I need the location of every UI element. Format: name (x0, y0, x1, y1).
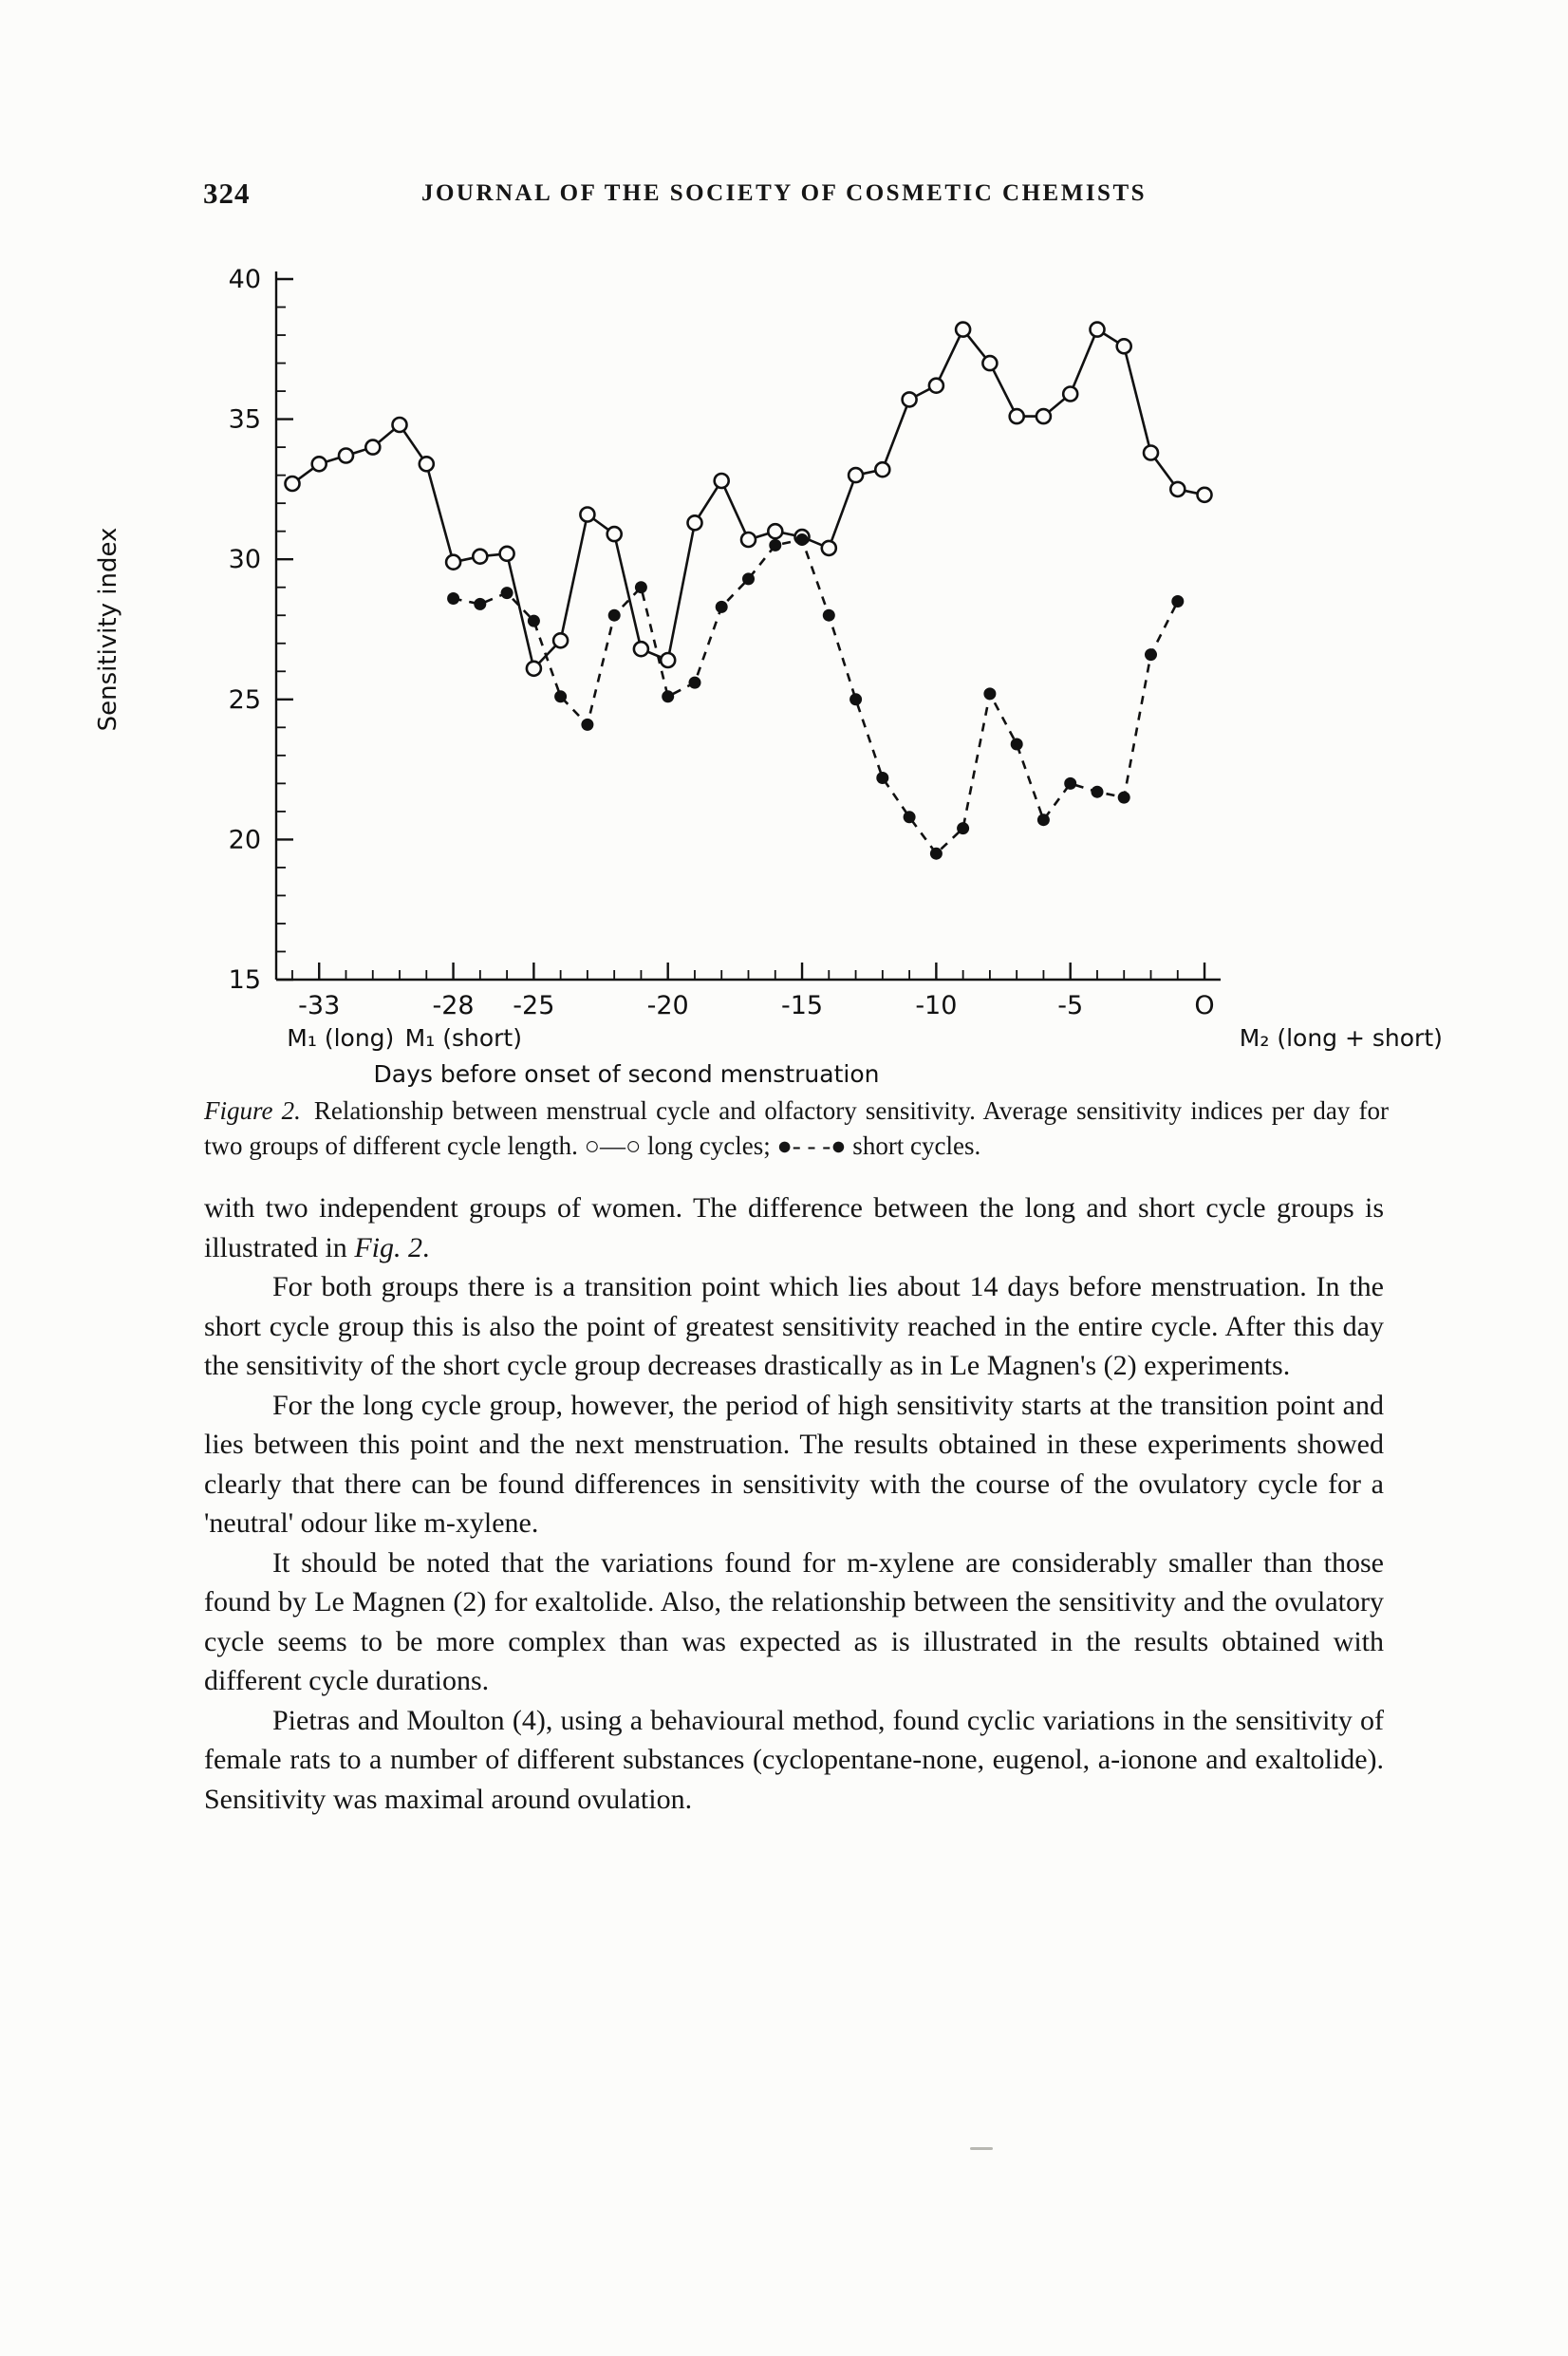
y-axis (94, 265, 293, 995)
data-point-open (365, 440, 380, 455)
data-point-open (1198, 488, 1212, 502)
page-header (0, 177, 1568, 218)
data-point-open (1036, 409, 1051, 423)
line-chart-svg (57, 254, 1481, 1090)
data-point-filled (823, 609, 835, 622)
figure-caption-text: Relationship between menstrual cycle and olfactory sensitivity. Average sensitivity indices per day for two groups of different cycle length. ○—○ long cycles; ●- - -● short cycles. (204, 1096, 1389, 1160)
axis-annotation: M₂ (long + short) (1239, 1024, 1443, 1052)
x-tick-label: -28 (432, 991, 475, 1020)
data-point-filled (608, 609, 621, 622)
data-point-open (553, 633, 568, 647)
data-point-filled (742, 572, 755, 585)
data-point-open (473, 550, 487, 564)
data-point-filled (501, 587, 513, 599)
data-point-filled (849, 693, 862, 705)
data-point-filled (1092, 786, 1104, 798)
data-point-open (312, 457, 327, 471)
data-point-open (634, 642, 648, 656)
data-point-filled (796, 533, 809, 546)
data-point-open (1144, 446, 1158, 460)
x-axis (276, 963, 1443, 1088)
data-point-open (420, 457, 434, 471)
data-point-filled (528, 615, 540, 627)
data-point-filled (1171, 595, 1184, 608)
data-point-open (500, 547, 514, 561)
sensitivity-line-chart (57, 254, 1481, 1090)
data-point-open (1010, 409, 1024, 423)
paragraph: with two independent groups of women. The difference between the long and short cycle groups is illustrated in Fig. 2. (204, 1192, 1384, 1263)
data-point-filled (689, 677, 701, 689)
data-point-open (903, 392, 917, 406)
paragraph: Pietras and Moulton (4), using a behavioural method, found cyclic variations in the sensitivity of female rats to a number of different substances (cyclopentane-none, eugenol, a-ionone and exaltolide). Sensitivity was maximal around ovulation. (204, 1704, 1384, 1815)
data-point-filled (662, 690, 674, 702)
y-tick-label: 40 (228, 265, 261, 294)
x-tick-label: O (1194, 991, 1215, 1020)
x-tick-label: -10 (915, 991, 958, 1020)
data-point-filled (447, 592, 459, 605)
data-point-open (741, 533, 756, 547)
data-point-filled (474, 598, 486, 610)
data-point-open (875, 462, 889, 477)
x-tick-label: -5 (1057, 991, 1084, 1020)
data-point-open (715, 474, 729, 488)
paragraph: It should be noted that the variations found for m-xylene are considerably smaller than those found by Le Magnen (2) for exaltolide. Also, the relationship between the sensitivity and the ovulatory cycle seems to be more complex than was expected as is illustrated in the results obtained with different cycle durations. (204, 1546, 1384, 1696)
data-point-open (768, 524, 782, 538)
data-point-filled (716, 601, 728, 613)
x-tick-label: -25 (513, 991, 555, 1020)
data-point-open (580, 508, 594, 522)
series-long-cycles (286, 323, 1212, 676)
data-point-open (956, 323, 970, 337)
journal-title: JOURNAL OF THE SOCIETY OF COSMETIC CHEMISTS (420, 180, 1148, 206)
data-point-filled (1011, 739, 1023, 751)
data-point-open (1117, 339, 1131, 353)
data-point-filled (635, 581, 647, 593)
data-point-open (822, 541, 836, 555)
data-point-open (393, 418, 407, 432)
data-point-filled (904, 811, 916, 823)
y-axis-label: Sensitivity index (94, 527, 122, 732)
data-point-open (446, 555, 460, 570)
article-body (204, 1188, 1384, 1819)
data-point-open (688, 515, 702, 530)
y-tick-label: 35 (228, 404, 261, 435)
data-point-filled (930, 848, 943, 860)
paragraph: For the long cycle group, however, the period of high sensitivity starts at the transition point and lies between this point and the next menstruation. The results obtained in these experiments showed clearly that there can be found differences in sensitivity with the course of the ovulatory cycle for a 'neutral' odour like m-xylene. (204, 1389, 1384, 1539)
x-axis-label: Days before onset of second menstruation (373, 1060, 880, 1088)
data-point-filled (957, 822, 969, 834)
axis-annotation: M₁ (long) (287, 1024, 395, 1052)
data-point-open (1091, 323, 1105, 337)
data-point-filled (769, 539, 781, 552)
data-point-filled (1064, 777, 1076, 790)
data-point-open (929, 379, 943, 393)
y-tick-label: 30 (228, 545, 261, 575)
scan-artifact-mark (970, 2147, 993, 2150)
page-number: 324 (203, 177, 251, 210)
data-point-open (527, 662, 541, 676)
data-point-open (607, 527, 622, 541)
x-tick-label: -15 (780, 991, 824, 1020)
data-point-filled (554, 690, 567, 702)
y-tick-label: 25 (228, 684, 261, 715)
series-short-cycles (447, 533, 1184, 860)
data-point-open (661, 653, 675, 667)
data-point-filled (581, 719, 593, 731)
data-point-filled (1037, 813, 1050, 826)
y-tick-label: 15 (228, 965, 261, 995)
data-point-filled (983, 687, 996, 700)
series-line-long-cycles (292, 329, 1204, 668)
figure-caption-label: Figure 2. (204, 1096, 301, 1125)
data-point-filled (1145, 648, 1157, 661)
data-point-open (1063, 387, 1077, 402)
data-point-filled (1118, 792, 1130, 804)
data-point-filled (876, 772, 888, 784)
data-point-open (339, 449, 353, 463)
x-tick-label: -20 (646, 991, 689, 1020)
axis-annotation: M₁ (short) (404, 1024, 522, 1052)
data-point-open (982, 356, 997, 370)
data-point-open (849, 468, 863, 482)
data-point-open (286, 477, 300, 491)
figure-caption (204, 1094, 1389, 1164)
data-point-open (1170, 482, 1185, 496)
paragraph: For both groups there is a transition point which lies about 14 days before menstruation. In the short cycle group this is also the point of greatest sensitivity reached in the entire cycle. After this day the sensitivity of the short cycle group decreases drastically as in Le Magnen's (2) experiments. (204, 1271, 1384, 1381)
x-tick-label: -33 (298, 991, 341, 1020)
y-tick-label: 20 (228, 825, 261, 855)
